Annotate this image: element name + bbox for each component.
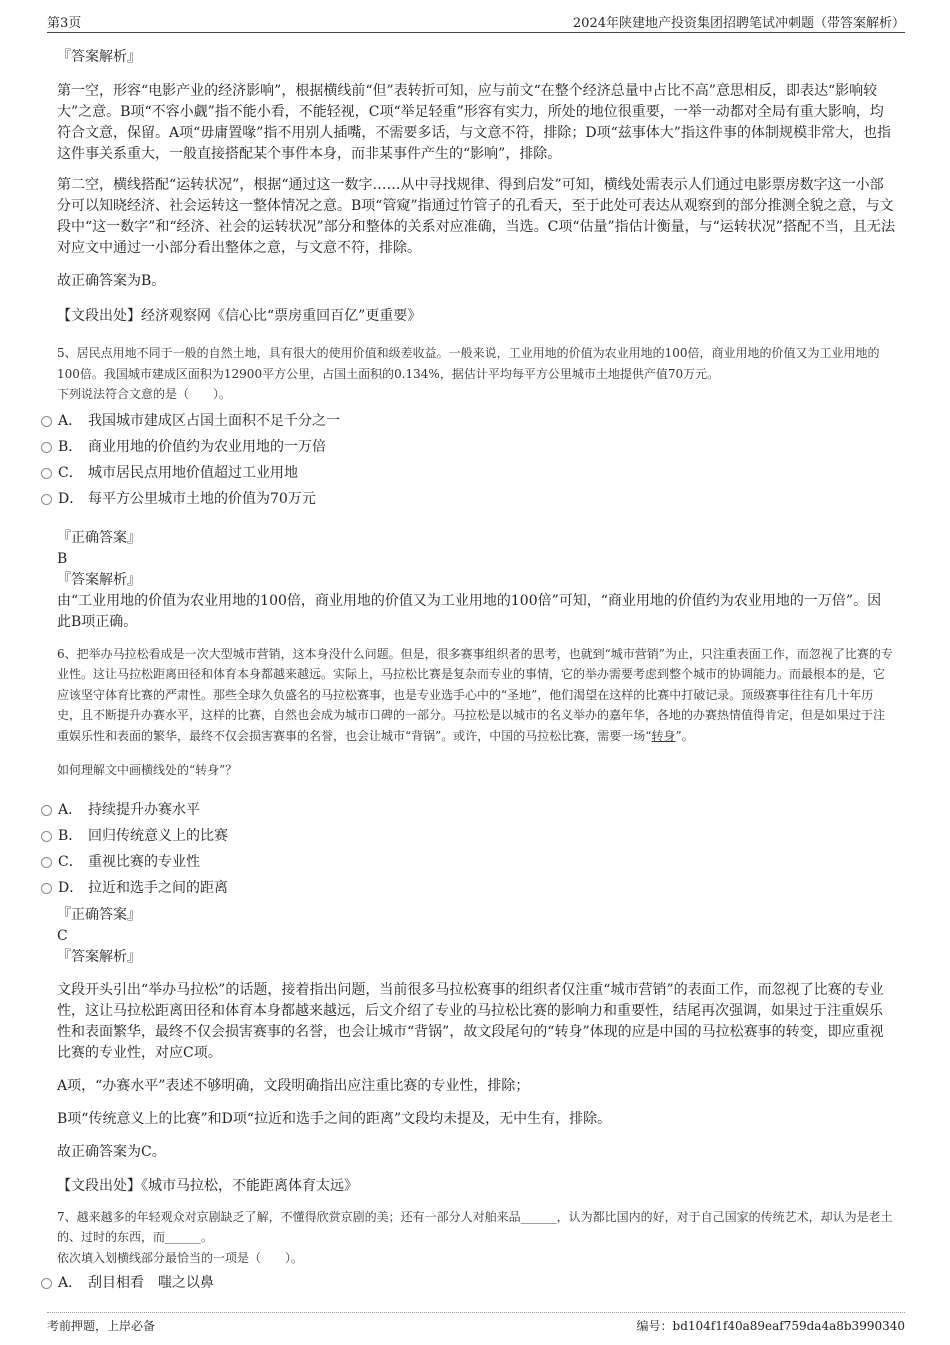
question-stem: 7、越来越多的年轻观众对京剧缺乏了解，不懂得欣赏京剧的美；还有一部分人对舶来品______，认为都比国内的好，对于自己国家的传统艺术，却认为是老土的、过时的东西，而______。 bbox=[57, 1209, 893, 1245]
radio-icon[interactable] bbox=[41, 468, 52, 479]
conclusion: 故正确答案为B。 bbox=[57, 273, 166, 289]
option-b[interactable]: B． 回归传统意义上的比赛 bbox=[0, 823, 895, 849]
question-ask: 依次填入划横线部分最恰当的一项是（ ）。 bbox=[57, 1250, 304, 1265]
options-list bbox=[0, 797, 895, 901]
analysis-label: 『答案解析』 bbox=[57, 49, 141, 65]
options-list bbox=[0, 408, 895, 512]
radio-icon[interactable] bbox=[41, 831, 52, 842]
options-list bbox=[0, 1270, 895, 1296]
footer-slogan: 考前押题，上岸必备 bbox=[47, 1319, 156, 1333]
option-a[interactable]: A． 我国城市建成区占国土面积不足千分之一 bbox=[0, 408, 895, 434]
answer: B bbox=[57, 550, 68, 567]
option-d[interactable]: D． 每平方公里城市土地的价值为70万元 bbox=[0, 486, 895, 512]
analysis-paragraph: B项“传统意义上的比赛”和D项“拉近和选手之间的距离”文段均未提及，无中生有，排除。 bbox=[57, 1110, 612, 1127]
analysis-paragraph: A项，“办赛水平”表述不够明确，文段明确指出应注重比赛的专业性，排除； bbox=[57, 1077, 530, 1094]
radio-icon[interactable] bbox=[41, 857, 52, 868]
question-stem: 6、把举办马拉松看成是一次大型城市营销，这本身没什么问题。但是，很多赛事组织者的思考，也就到“城市营销”为止，只注重表面工作，而忽视了比赛的专业性。这让马拉松距离田径和体育本身都越来越远。实际上，马拉松比赛是复杂而专业的事情，它的举办需要考虑到整个城市的协调能力。而最根本的是，它应该坚守体育比赛的严肃性。那些全球久负盛名的马拉松赛事，也是专业选手心中的“圣地”，他们渴望在这样的比赛中打破记录。顶级赛事往往有几十年历史，且不断提升办赛水平，这样的比赛，自然也会成为城市口碑的一部分。马拉松是以城市的名义举办的嘉年华，各地的办赛热情值得肯定，但是如果过于注重娱乐性和表面的繁华，最终不仅会损害赛事的名誉，也会让城市“背锅”。或许，中国的马拉松比赛，需要一场“转身”。 bbox=[57, 646, 893, 743]
answer: C bbox=[57, 927, 68, 944]
question-ask: 下列说法符合文意的是（ ）。 bbox=[57, 387, 232, 401]
radio-icon[interactable] bbox=[41, 494, 52, 505]
page-footer bbox=[47, 1312, 905, 1335]
answer-label: 『正确答案』 bbox=[57, 906, 141, 923]
radio-icon[interactable] bbox=[41, 883, 52, 894]
conclusion: 故正确答案为C。 bbox=[57, 1143, 166, 1160]
radio-icon[interactable] bbox=[41, 416, 52, 427]
analysis-label: 『答案解析』 bbox=[57, 948, 141, 965]
radio-icon[interactable] bbox=[41, 805, 52, 816]
document-title: 2024年陕建地产投资集团招聘笔试冲刺题（带答案解析） bbox=[572, 16, 905, 31]
question-stem: 5、居民点用地不同于一般的自然土地，具有很大的使用价值和级差收益。一般来说，工业用地的价值为农业用地的100倍，商业用地的价值又为工业用地的100倍。我国城市建成区面积为12900平方公里，占国土面积的0.134%，据估计平均每平方公里城市土地提供产值70万元。 bbox=[57, 346, 880, 381]
analysis-paragraph: 由“工业用地的价值为农业用地的100倍，商业用地的价值又为工业用地的100倍”可知，“商业用地的价值约为农业用地的一万倍”。因此B项正确。 bbox=[57, 592, 882, 630]
content bbox=[57, 44, 895, 1296]
source: 【文段出处】《城市马拉松，不能距离体育太远》 bbox=[57, 1177, 358, 1194]
page-header bbox=[47, 10, 905, 33]
analysis-paragraph: 第一空，形容“电影产业的经济影响”，根据横线前“但”表转折可知，应与前文“在整个经济总量中占比不高”意思相反，即表达“影响较大”之意。B项“不容小觑”指不能小看，不能轻视，C项“举足轻重”形容有实力，所处的地位很重要，一举一动都对全局有重大影响，均符合文意，保留。A项“毋庸置喙”指不用别人插嘴，不需要多话，与文意不符，排除；D项“兹事体大”指这件事的体制规模非常大，也指这件事关系重大，一般直接搭配某个事件本身，而非某事件产生的“影响”，排除。 bbox=[57, 83, 891, 162]
radio-icon[interactable] bbox=[41, 442, 52, 453]
option-d[interactable]: D． 拉近和选手之间的距离 bbox=[0, 875, 895, 901]
analysis-paragraph: 文段开头引出“举办马拉松”的话题，接着指出问题，当前很多马拉松赛事的组织者仅注重“城市营销”的表面工作，而忽视了比赛的专业性，这让马拉松距离田径和体育本身都越来越远，后文介绍了专业的马拉松比赛的影响力和重要性，结尾再次强调，如果过于注重娱乐性和表面繁华，最终不仅会损害赛事的名誉，也会让城市“背锅”，故文段尾句的“转身”体现的应是中国的马拉松赛事的转变，即应重视比赛的专业性，对应C项。 bbox=[57, 981, 884, 1061]
page-number: 第3页 bbox=[47, 16, 82, 31]
answer-label: 『正确答案』 bbox=[57, 529, 141, 546]
option-a[interactable]: A． 持续提升办赛水平 bbox=[0, 797, 895, 823]
source: 【文段出处】经济观察网《信心比“票房重回百亿”更重要》 bbox=[57, 308, 422, 324]
analysis-paragraph: 第二空，横线搭配“运转状况”，根据“通过这一数字……从中寻找规律、得到启发”可知，横线处需表示人们通过电影票房数字这一小部分可以知晓经济、社会运转这一整体情况之意。B项“管窥”指通过竹管子的孔看天，至于此处可表达从观察到的部分推测全貌之意，与文段中“这一数字”和“经济、社会的运转状况”部分和整体的关系对应准确，当选。C项“估量”指估计衡量，与“运转状况”搭配不当，且无法对应文中通过一小部分看出整体之意，与文意不符，排除。 bbox=[57, 177, 895, 256]
document-code: 编号：bd104f1f40a89eaf759da4a8b3990340 bbox=[636, 1319, 905, 1333]
radio-icon[interactable] bbox=[41, 1278, 52, 1289]
option-b[interactable]: B． 商业用地的价值约为农业用地的一万倍 bbox=[0, 434, 895, 460]
question-ask: 如何理解文中画横线处的“转身”？ bbox=[57, 763, 238, 778]
option-c[interactable]: C． 城市居民点用地价值超过工业用地 bbox=[0, 460, 895, 486]
option-c[interactable]: C． 重视比赛的专业性 bbox=[0, 849, 895, 875]
underlined-phrase: 转身 bbox=[651, 728, 676, 743]
analysis-label: 『答案解析』 bbox=[57, 571, 141, 588]
option-a[interactable]: A． 刮目相看 嗤之以鼻 bbox=[0, 1270, 895, 1296]
